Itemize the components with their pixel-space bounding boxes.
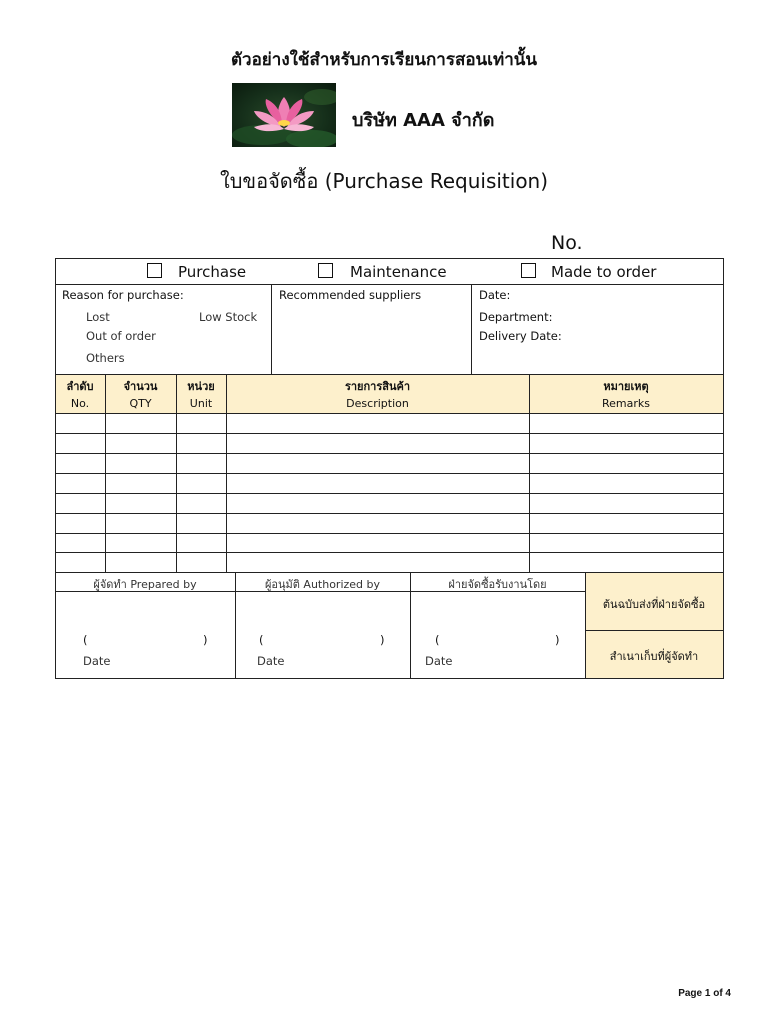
maintenance-checkbox[interactable]	[318, 263, 333, 278]
copy-keep-label: สำเนาเก็บที่ผู้จัดทำ	[609, 650, 699, 663]
purchase-label: Purchase	[178, 263, 247, 281]
table-row-line	[55, 533, 724, 534]
made-to-order-label: Made to order	[551, 263, 657, 281]
table-row-line	[55, 453, 724, 454]
column-header-unit: Unit	[189, 397, 213, 410]
column-header-unit-th: หน่วย	[187, 380, 215, 393]
received-by-date-label: Date	[425, 654, 453, 668]
delivery-date-label: Delivery Date:	[479, 329, 562, 343]
column-header-no: No.	[70, 397, 90, 410]
form-bottom-border	[55, 678, 724, 679]
document-caption: ตัวอย่างใช้สำหรับการเรียนการสอนเท่านั้น	[231, 50, 537, 70]
table-row-line	[55, 552, 724, 553]
column-header-remarks: Remarks	[602, 397, 650, 410]
column-header-description: Description	[346, 397, 409, 410]
info-divider	[271, 284, 272, 374]
authorized-by-paren-close: )	[380, 633, 385, 647]
table-row-line	[55, 473, 724, 474]
authorized-by-date-label: Date	[257, 654, 285, 668]
info-row-divider	[55, 374, 724, 375]
reason-option-others[interactable]: Others	[86, 351, 125, 365]
table-bottom-line	[55, 572, 724, 573]
column-header-remarks-th: หมายเหตุ	[603, 380, 649, 393]
column-header-no-th: ลำดับ	[66, 380, 94, 393]
authorized-by-paren-open: (	[259, 633, 264, 647]
copy-routing-divider	[585, 630, 724, 631]
reason-option-low-stock[interactable]: Low Stock	[199, 310, 258, 324]
reason-option-lost[interactable]: Lost	[86, 310, 110, 324]
received-by-paren-open: (	[435, 633, 440, 647]
page-indicator: Page 1 of 4	[678, 988, 731, 999]
suppliers-label: Recommended suppliers	[279, 288, 422, 302]
table-header-divider	[55, 413, 724, 414]
lotus-icon	[232, 83, 336, 147]
lotus-flower-image	[232, 83, 336, 147]
company-name: บริษัท AAA จำกัด	[352, 110, 495, 131]
prepared-by-label: ผู้จัดทำ Prepared by	[93, 578, 197, 591]
department-label: Department:	[479, 310, 553, 324]
form-right-border	[723, 258, 724, 679]
maintenance-label: Maintenance	[350, 263, 447, 281]
form-title: ใบขอจัดซื้อ (Purchase Requisition)	[219, 169, 549, 193]
reason-label: Reason for purchase:	[62, 288, 184, 302]
column-header-qty-th: จำนวน	[123, 380, 158, 393]
table-row-line	[55, 493, 724, 494]
received-by-paren-close: )	[555, 633, 560, 647]
made-to-order-checkbox[interactable]	[521, 263, 536, 278]
date-label: Date:	[479, 288, 511, 302]
table-row-line	[55, 513, 724, 514]
form-top-border	[55, 258, 724, 259]
purchase-checkbox[interactable]	[147, 263, 162, 278]
column-header-qty: QTY	[129, 397, 152, 410]
table-row-line	[55, 433, 724, 434]
info-divider	[471, 284, 472, 374]
prepared-by-paren-close: )	[203, 633, 208, 647]
type-row-divider	[55, 284, 724, 285]
prepared-by-date-label: Date	[83, 654, 111, 668]
copy-original-label: ต้นฉบับส่งที่ฝ่ายจัดซื้อ	[602, 598, 706, 611]
reason-option-out-of-order[interactable]: Out of order	[86, 329, 156, 343]
prepared-by-paren-open: (	[83, 633, 88, 647]
document-number-label: No.	[551, 232, 583, 254]
received-by-label: ฝ่ายจัดซื้อรับงานโดย	[448, 578, 547, 591]
column-header-description-th: รายการสินค้า	[344, 380, 411, 393]
authorized-by-label: ผู้อนุมัติ Authorized by	[264, 578, 381, 591]
form-left-border	[55, 258, 56, 679]
